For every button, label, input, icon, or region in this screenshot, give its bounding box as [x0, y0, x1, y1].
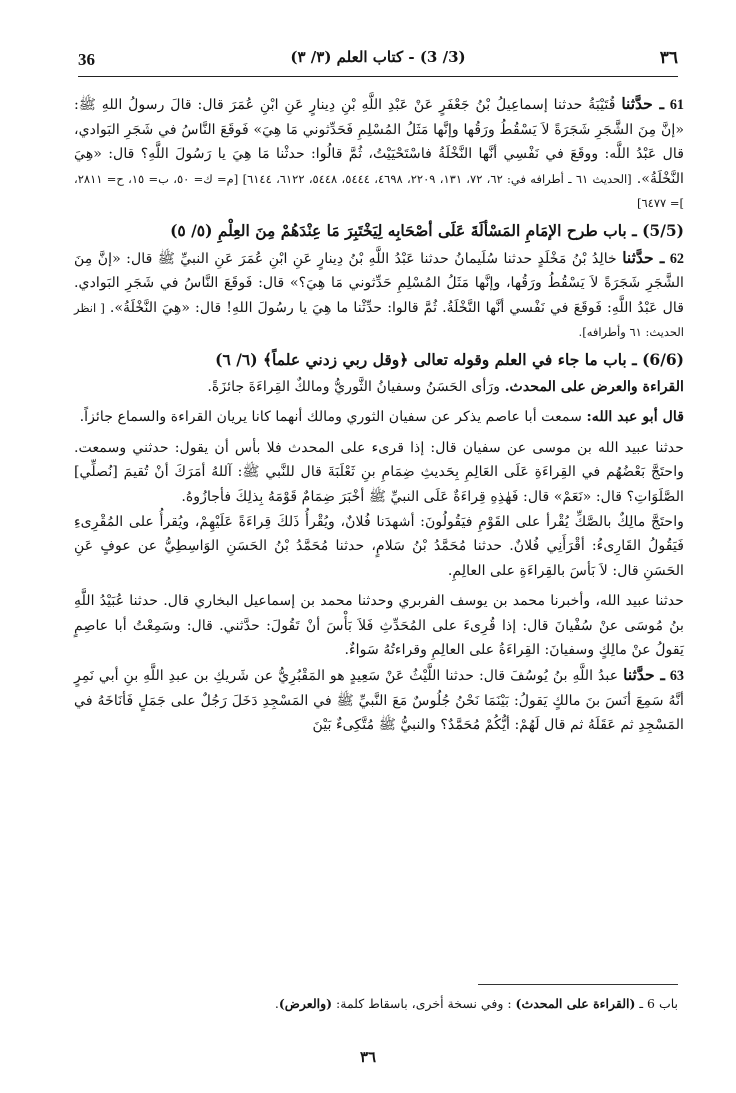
firabri-paragraph: حدثنا عبيد الله، وأخبرنا محمد بن يوسف الفربري وحدثنا محمد بن إسماعيل البخاري قال. حدثنا عُبَيْدُ اللَّهِ بنُ مُوسَى عنْ سُفْيانَ قال: إذا قُرِىءَ على المُحَدِّثِ فَلاَ بَأْسَ أنْ تَقُولَ: حدَّثني. قال: وسَمِعْتُ أبا عاصِمٍ يَقولُ عنْ مالِكٍ وسفيانَ: القِراءَةُ على العالِمِ وقراءتُهُ سَواءٌ. [74, 593, 684, 659]
main-text [74, 92, 684, 738]
qiraa-paragraph [74, 375, 684, 400]
footnote-divider [478, 984, 678, 985]
page-number-latin: 36 [78, 50, 95, 69]
header-divider [78, 76, 678, 77]
sakk-paragraph: واحتَجَّ مالِكٌ بالصَّكِّ يُقْرأ على القَوْمِ فيَقُولُونَ: أشهدَنا فُلانٌ، ويُقْرأُ ذَلكَ قِراءَةً عَلَيْهِمْ، ويُقرأُ على المُقْرِىءِ فَيَقُولُ القَارِىءُ: أقْرَأَنِي فُلانٌ. حدثنا مُحَمَّدُ بْنُ سَلامٍ، حدثنا مُحَمَّدُ بْنُ الحَسَنِ الوَاسِطِيُّ عن عوفٍ عَنِ الحَسَنِ قال: لاَ بَأسَ بالقِراءَةِ على العالِمِ. [74, 513, 684, 579]
footnote [68, 996, 678, 1011]
hadith-63 [74, 663, 684, 738]
chapter-heading-6: (6/6) ـ باب ما جاء في العلم وقوله تعالى ﴿وقل ربي زدني علماً﴾ (٦/ ٦) [215, 349, 684, 369]
hadith-number: 61 [669, 97, 685, 113]
hadith-text: قُتَيْبَةُ حدثنا إسماعِيلُ بْنُ جَعْفَرٍ عَنْ عَبْدِ اللَّهِ بْنِ دِينارٍ عَنِ ابْنِ عُمَرَ قال: قالَ رسولُ اللهِ ﷺ: «إنَّ مِنَ الشَّجَرِ شَجَرَةً لاَ يَسْقُطُ ورَقُها وإنَّها مَثَلُ المُسْلِمِ فَحَدِّثوني مَا هِيَ» فَوقَعَ النَّاسُ في شَجَرِ البَوادي، قال عَبْدُ اللَّه: ووقَعَ في نَفْسِي أنَّها النَّخْلَةُ فاسْتَحْيَيْتُ، ثُمَّ قالُوا: حدثْنا مَا هِيَ يا رَسُولَ اللَّهِ؟ قال: «هِيَ النَّخْلَةُ». [74, 97, 684, 187]
footnote-end: . [274, 996, 279, 1011]
qiraa-lead: القراءة والعرض على المحدث. [504, 378, 684, 395]
chapter-heading-5: (5/5) ـ باب طرح الإمَامِ المَسْألَةَ عَلَى أصْحَابِه لِيَخْتَبِرَ مَا عِنْدَهُمْ مِنَ العِلْمِ (٥/ ٥) [170, 220, 684, 240]
abu-abdillah-lead: قال أبو عبد الله: [586, 409, 684, 426]
hadith-number: 63 [669, 668, 684, 685]
hadith-61 [74, 92, 684, 216]
hadith-text: عبدُ اللَّهِ بنُ يُوسُفَ قال: حدثنا اللَّيْثُ عَنْ سَعِيدٍ هو المَقْبُرِيُّ عن شَريكِ بن عبدِ اللَّهِ بنِ أبي نَمِرٍ أنَّهُ سَمِعَ أنَسَ بنَ مالكٍ يَقولُ: بَيْنَمَا نَحْنُ جُلُوسٌ مَعَ النَّبيِّ ﷺ في المَسْجِدِ دَخَلَ رَجُلٌ على جَمَلٍ فَأنَاخَهُ في المَسْجِدِ ثم عَقَلَهُ ثم قال لَهُمْ: أيُّكُمْ مُحَمَّدٌ؟ والنبيُّ ﷺ مُتَّكِىءٌ بَيْنَ [74, 668, 684, 734]
hadith-62 [74, 246, 684, 345]
hadith-text: خالِدُ بْنُ مَخْلَدٍ حدثنا سُلَيمانُ حدثنا عَبْدُ اللَّهِ بْنُ دِينارٍ عَنِ ابْنِ عُمَرَ عَنِ النبيِّ ﷺ قال: «إنَّ مِنَ الشَّجَرِ شَجَرَةً لاَ يَسْقُطُ ورَقُها، وإنَّها مَثَلُ المُسْلِمِ حَدِّثوني مَا هِيَ؟» قال: فَوقَعَ النَّاسُ في شَجَرِ البَوادي. قال عَبْدُ اللَّهِ: فَوقَعَ في نَفْسي أنَّها النَّخْلَةُ. ثُمَّ قالوا: حدِّثْنا ما هِيَ يا رسُولَ اللهِ! قال: «هِيَ النَّخْلَةُ». [74, 250, 684, 316]
page-number-arabic: ٣٦ [659, 48, 678, 68]
haddathana-label: ـ حدَّثنا [622, 247, 665, 267]
running-title: (3/ 3) - كتاب العلم (٣/ ٣) [290, 48, 466, 66]
haddathana-label: ـ حدَّثنا [623, 665, 665, 685]
footnote-label: باب 6 ـ [639, 996, 678, 1011]
footnote-term-1: (القراءة على المحدث) [515, 996, 636, 1011]
abu-abdillah-text: سمعت أبا عاصم يذكر عن سفيان الثوري ومالك أنهما كانا يريان القراءة والسماع جائزاً. [79, 409, 583, 426]
abu-abdillah-paragraph [74, 405, 684, 430]
qiraa-text: ورَأى الحَسَنُ وسفيانُ الثَّوريُّ ومالكٌ القِراءَةَ جائزَةً. [207, 378, 501, 395]
footnote-text: : وفي نسخة أخرى، باسقاط كلمة: [336, 996, 512, 1011]
hadith-reference: [الحديث ٦١ ـ أطرافه في: ٦٢، ٧٢، ١٣١، ٢٢٠٩، ٤٦٩٨، ٥٤٤٤، ٥٤٤٨، ٦١٢٢، ٦١٤٤] [م= ك= ٥٠، ب= ١٥، ح= ٢٨١١، ]= ٦٤٧٧] [74, 171, 684, 211]
hadith-number: 62 [669, 250, 684, 267]
ubaydullah-paragraph: حدثنا عبيد الله بن موسى عن سفيان قال: إذا قرىء على المحدث فلا بأس أن يقول: حدثني وسمعت. واحتَجَّ بَعْضُهُم في القِراءَةِ عَلَى العَالِمِ بِحَديثِ ضِمَامِ بنِ ثَعْلَبَةَ قال للنَّبي ﷺ: آللهُ أمَرَكَ أنْ تُقيمَ [نُصلِّي] الصَّلَوَاتِ؟ قال: «نَعَمْ» قال: فَهٰذِهِ قِراءَةٌ عَلَى النبيِّ ﷺ أخْبَرَ ضِمَامٌ قَوْمَهُ بِذلِكَ فأجازُوهُ. [74, 439, 684, 505]
hadith-reference: [ انظر الحديث: ٦١ وأطرافه]. [74, 300, 684, 340]
haddathana-label: ـ حدَّثنا [621, 94, 664, 113]
footer-page-number: ٣٦ [359, 1048, 377, 1066]
page-header [78, 42, 678, 82]
footnote-term-2: (والعرض) [278, 996, 333, 1011]
